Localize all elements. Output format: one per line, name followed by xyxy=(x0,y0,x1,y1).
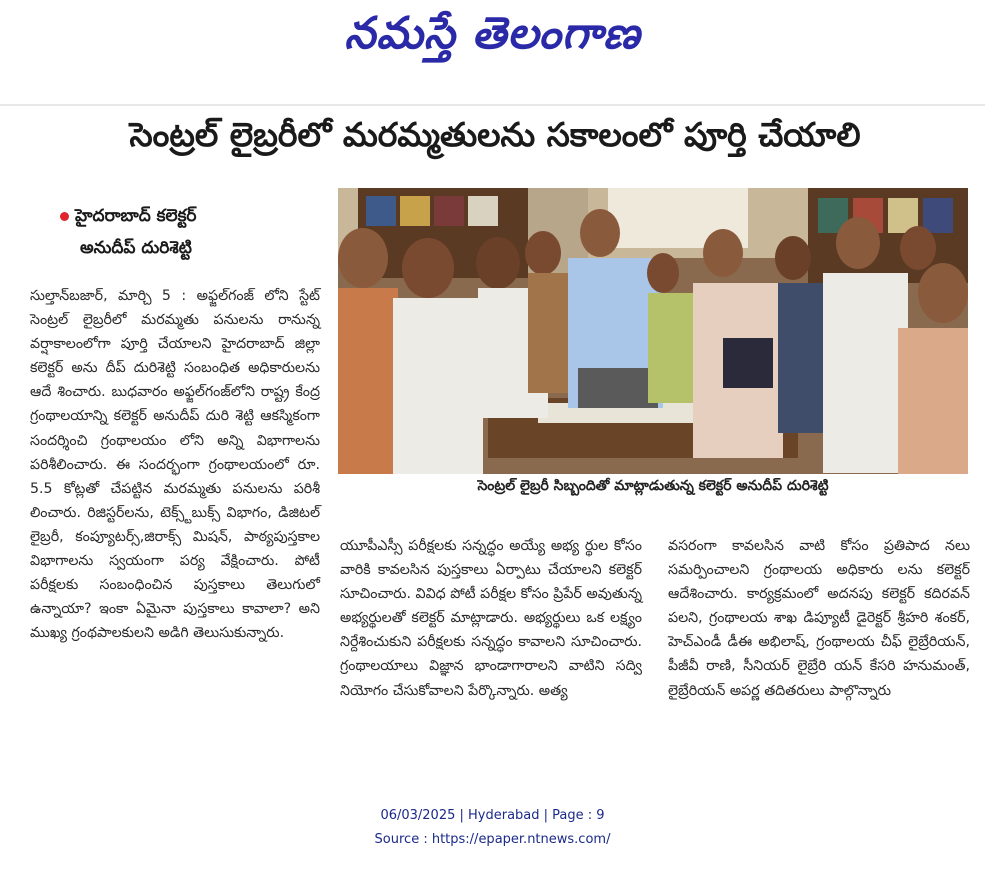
article-column-1 xyxy=(30,284,320,645)
byline-text-1: హైదరాబాద్ కలెక్టర్ xyxy=(75,206,197,226)
article-headline: సెంట్రల్ లైబ్రరీలో మరమ్మతులను సకాలంలో పూర్తి చేయాలి xyxy=(129,115,861,154)
column-3-text: వసరంగా కావలసిన వాటి కోసం ప్రతిపాద నలు సమర్పించాలని గ్రంథాలయ అధికారు లను కలెక్టర్ ఆదేశించారు. కార్యక్రమంలో అదనపు కలెక్టర్ కదిరవన్ పలని, గ్రంథాలయ శాఖ డిప్యూటీ డైరెక్టర్ శ్రీహరి శంకర్, హెచ్‌ఎండీ డీఈ అభిలాష్, గ్రంథాలయ చీఫ్ లైబ్రేరియన్, పీజీవీ రాణి, సీనియర్ లైబ్రేరి యన్ కేసరి హనుమంత్, లైబ్రేరియన్ అపర్ణ తదితరులు పాల్గొన్నారు xyxy=(668,538,970,699)
column-1-text: సుల్తాన్‌బజార్, మార్చి 5 : అఫ్జల్‌గంజ్ లోని స్టేట్ సెంట్రల్ లైబ్రరీలో మరమ్మతు పనులను రానున్న వర్షాకాలంలోగా పూర్తి చేయాలని హైదరాబాద్ జిల్లా కలెక్టర్ అను దీప్ దురిశెట్టి సంబంధిత అధికారులను ఆదే శించారు. బుధవారం అఫ్జల్‌గంజ్‌లోని రాష్ట్ర కేంద్ర గ్రంథాలయాన్ని కలెక్టర్ అనుదీప్ దురి శెట్టి ఆకస్మికంగా సందర్శించి గ్రంథాలయం లోని అన్ని విభాగాలను పరిశీలించారు. ఈ సందర్భంగా గ్రంథాలయంలో రూ. 5.5 కోట్లతో చేపట్టిన మరమ్మతు పనులను పరిశీ లించారు. రిజిస్టర్‌లను, టెక్స్ట్‌బుక్స్ విభాగం, డిజిటల్ లైబ్రరీ, కంప్యూటర్స్,జిరాక్స్ మిషన్, పాఠ్యపుస్తకాల విభాగాలను స్వయంగా పర్య వేక్షించారు. పోటీ పరీక్షలకు సంబంధించిన పుస్తకాలు తెలుగులో ఉన్నాయా? ఇంకా ఏమైనా పుస్తకాలు కావాలా? అని ముఖ్య గ్రంథపాలకులని అడిగి తెలుసుకున్నారు. xyxy=(30,288,320,642)
bullet-icon xyxy=(60,212,69,221)
photo-illustration xyxy=(338,188,968,474)
footer-source-link[interactable]: Source : https://epaper.ntnews.com/ xyxy=(374,832,611,847)
photo-caption: సెంట్రల్ లైబ్రరీ సిబ్బందితో మాట్లాడుతున్న కలెక్టర్ అనుదీప్ దురిశెట్టి xyxy=(477,478,829,494)
article-column-3 xyxy=(668,534,970,703)
footer-date-line: 06/03/2025 | Hyderabad | Page : 9 xyxy=(380,808,605,823)
column-2-text: యూపీఎస్సీ పరీక్షలకు సన్నద్ధం అయ్యే అభ్య ర్థుల కోసం వారికి కావలసిన పుస్తకాలు ఏర్పాటు చేయాలని కలెక్టర్ సూచించారు. వివిధ పోటీ పరీక్షల కోసం ప్రిపేర్ అవుతున్న అభ్యర్థులతో కలెక్టర్ మాట్లాడారు. అభ్యర్థులు ఒక లక్ష్యం నిర్దేశించుకుని పరీక్షలకు సన్నద్ధం కావాలని సూచించారు. గ్రంథాలయాలు విజ్ఞాన భాండాగారాలని వాటిని సద్వి నియోగం చేసుకోవాలని పేర్కొన్నారు. అత్య xyxy=(340,538,642,699)
article-byline xyxy=(60,200,330,264)
article-column-2 xyxy=(340,534,642,703)
masthead-logo: నమస్తే తెలంగాణ xyxy=(344,8,641,59)
byline-line-2: అనుదీప్ దురిశెట్టి xyxy=(80,238,192,258)
masthead-divider xyxy=(0,104,985,106)
article-photo xyxy=(338,188,968,474)
byline-line-1 xyxy=(60,200,330,232)
